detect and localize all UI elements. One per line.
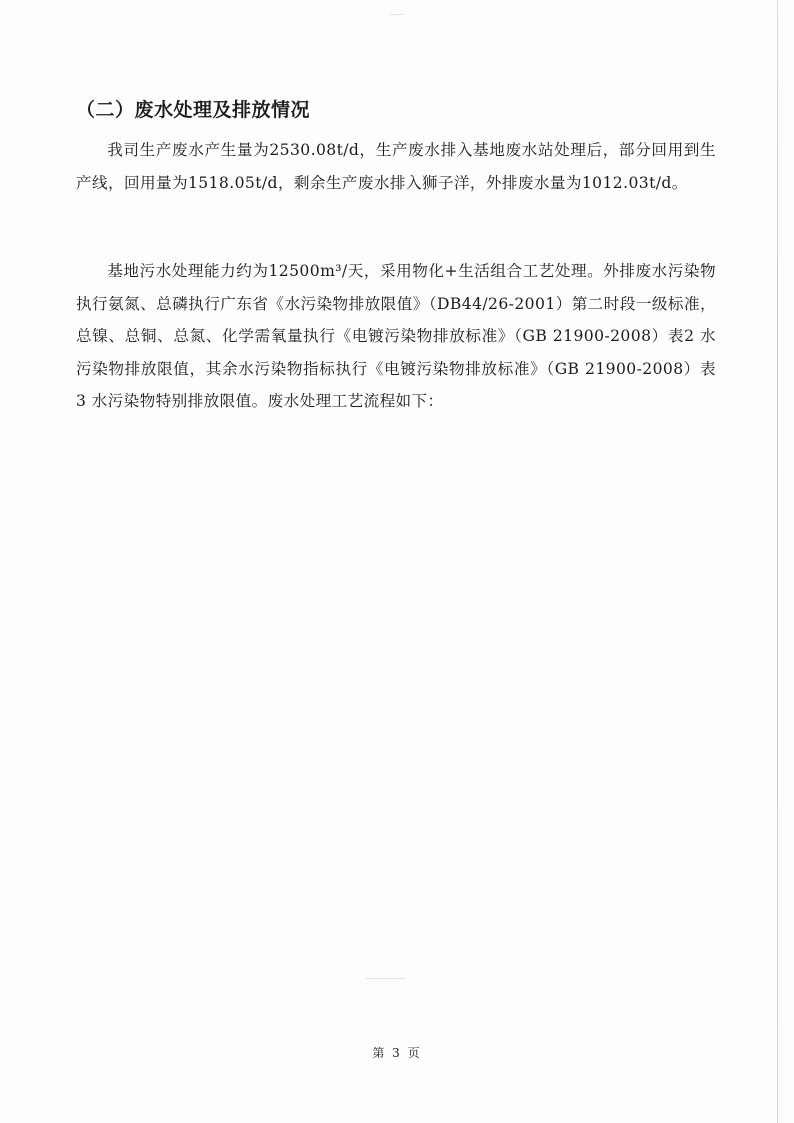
scan-speck: [366, 978, 406, 979]
scan-edge: [777, 0, 778, 1123]
page-number: 第 3 页: [372, 1046, 422, 1060]
section-heading: （二）废水处理及排放情况: [76, 99, 311, 121]
paragraph-treatment-standards: 基地污水处理能力约为12500m³/天，采用物化+生活组合工艺处理。外排废水污染物执行氨氮、总磷执行广东省《水污染物排放限值》（DB44/26-2001）第二时段一级标准，总镍、总铜、总氮、化学需氧量执行《电镀污染物排放标准》（GB 21900-2008）表2 水污染物排放限值，其余水污染物指标执行《电镀污染物排放标准》（GB 21900-2008）表3 水污染物特别排放限值。废水处理工艺流程如下：: [76, 262, 716, 410]
scan-speck: [390, 14, 404, 15]
paragraph-wastewater-volume: 我司生产废水产生量为2530.08t/d，生产废水排入基地废水站处理后，部分回用到生产线，回用量为1518.05t/d，剩余生产废水排入狮子洋，外排废水量为1012.03t/d。: [76, 141, 716, 192]
